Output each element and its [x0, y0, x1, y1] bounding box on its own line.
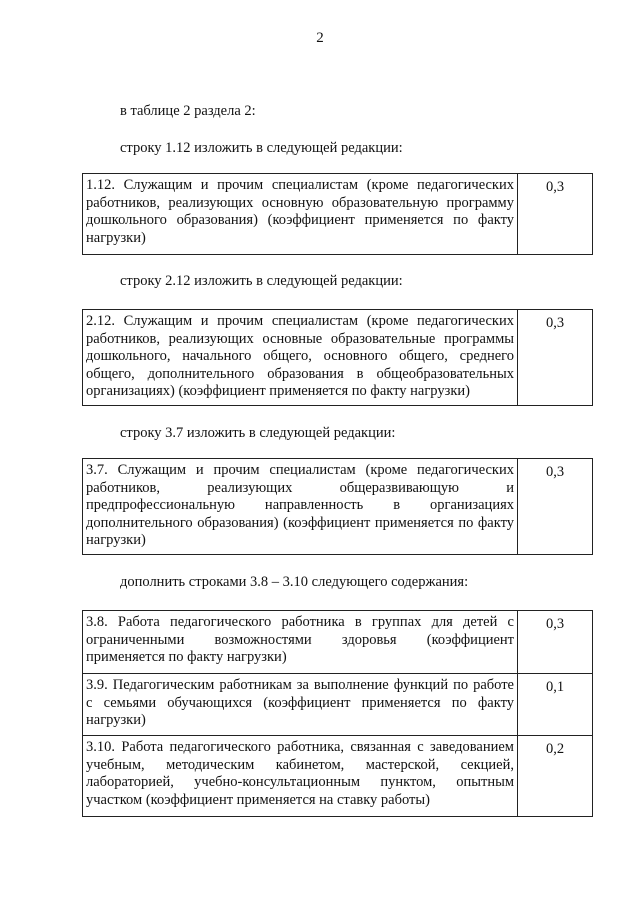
- table-row-1-12: [82, 173, 593, 255]
- row-description: 3.8. Работа педагогического работника в группах для детей с ограниченными возможностями здоровья (коэффициент применяется по факту нагрузки): [83, 611, 518, 673]
- row-coefficient: 0,2: [545, 741, 565, 757]
- row-description: 1.12. Служащим и прочим специалистам (кроме педагогических работников, реализующих основную образовательную программу дошкольного образования) (коэффициент применяется по факту нагрузки): [83, 174, 518, 254]
- row-coefficient: 0,3: [545, 464, 565, 480]
- section-2-heading: строку 2.12 изложить в следующей редакции:: [120, 273, 403, 289]
- table-row: [83, 735, 592, 816]
- table-row: [83, 459, 592, 554]
- row-description: 3.10. Работа педагогического работника, связанная с заведованием учебным, методическим кабинетом, мастерской, секцией, лабораторией, учебно-консультационным пунктом, опытным участком (коэффициент применяется на ставку работы): [83, 736, 518, 816]
- table-row: [83, 310, 592, 405]
- table-rows-3-8-3-10: [82, 610, 593, 817]
- table-row-3-7: [82, 458, 593, 555]
- table-row: [83, 174, 592, 254]
- row-coefficient: 0,3: [545, 616, 565, 632]
- row-description: 3.7. Служащим и прочим специалистам (кроме педагогических работников, реализующих общеразвивающую и предпрофессиональную направленность в организациях дополнительного образования) (коэффициент применяется по факту нагрузки): [83, 459, 518, 554]
- row-coefficient: 0,1: [545, 679, 565, 695]
- section-4-heading: дополнить строками 3.8 – 3.10 следующего содержания:: [120, 574, 469, 590]
- row-description: 3.9. Педагогическим работникам за выполнение функций по работе с семьями обучающихся (коэффициент применяется по факту нагрузки): [83, 674, 518, 735]
- row-coefficient: 0,3: [545, 179, 565, 195]
- table-row: [83, 611, 592, 673]
- row-coefficient: 0,3: [545, 315, 565, 331]
- row-description: 2.12. Служащим и прочим специалистам (кроме педагогических работников, реализующих основные образовательные программы дошкольного, начального общего, основного общего, среднего общего, дополнительного образования в общеобразовательных организациях) (коэффициент применяется по факту нагрузки): [83, 310, 518, 405]
- page-number: 2: [316, 30, 324, 46]
- table-row-2-12: [82, 309, 593, 406]
- section-1-heading: строку 1.12 изложить в следующей редакции:: [120, 140, 403, 156]
- section-3-heading: строку 3.7 изложить в следующей редакции:: [120, 425, 396, 441]
- intro-text: в таблице 2 раздела 2:: [120, 103, 256, 119]
- table-row: [83, 673, 592, 735]
